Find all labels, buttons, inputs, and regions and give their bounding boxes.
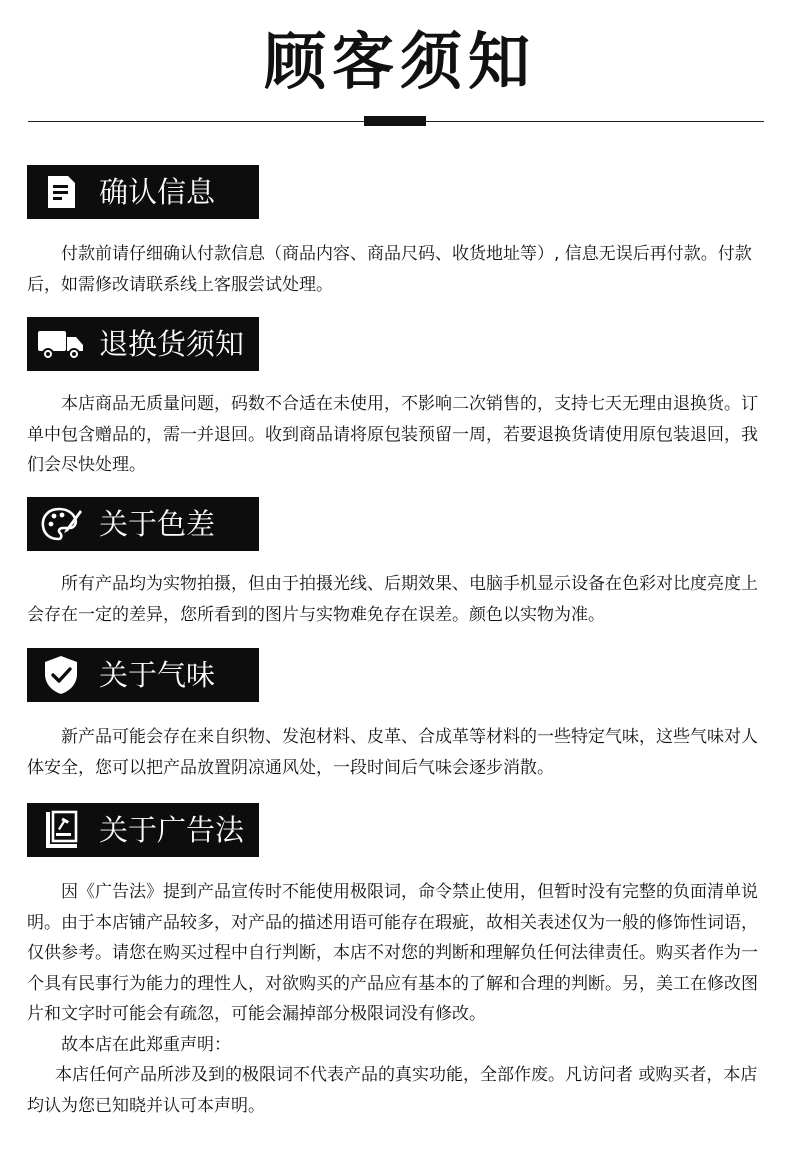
statement-intro: 故本店在此郑重声明：: [61, 1034, 231, 1055]
section-heading: 关于广告法: [99, 813, 245, 847]
law-book-icon: [33, 803, 89, 857]
section-header-returns: [27, 317, 259, 371]
section-header-confirm-info: [27, 165, 259, 219]
section-body-confirm-info: [27, 239, 769, 300]
paragraph: 新产品可能会存在来自织物、发泡材料、皮革、合成革等材料的一些特定气味，这些气味对人体安全，您可以把产品放置阴凉通风处，一段时间后气味会逐步消散。: [27, 727, 758, 778]
section-header-color-difference: [27, 497, 259, 551]
section-header-odor: [27, 648, 259, 702]
paragraph: 因《广告法》提到产品宣传时不能使用极限词，命令禁止使用，但暂时没有完整的负面清单说明。由于本店铺产品较多，对产品的描述用语可能存在瑕疵，故相关表述仅为一般的修饰性词语，仅供参考。请您在购买过程中自行判断，本店不对您的判断和理解负任何法律责任。购买者作为一个具有民事行为能力的理性人，对欲购买的产品应有基本的了解和合理的判断。另，美工在修改图片和文字时可能会有疏忽，可能会漏掉部分极限词没有修改。: [27, 882, 758, 1024]
section-header-ad-law: [27, 803, 259, 857]
truck-icon: [33, 317, 89, 371]
document-icon: [33, 165, 89, 219]
statement: 本店任何产品所涉及到的极限词不代表产品的真实功能，全部作废。凡访问者 或购买者，本店均认为您已知晓并认可本声明。: [27, 1065, 758, 1116]
section-body-odor: [27, 722, 769, 783]
section-body-ad-law: [27, 877, 769, 1121]
section-body-color-difference: [27, 569, 769, 630]
shield-check-icon: [33, 648, 89, 702]
paragraph: 本店商品无质量问题，码数不合适在未使用，不影响二次销售的，支持七天无理由退换货。订单中包含赠品的，需一并退回。收到商品请将原包装预留一周，若要退换货请使用原包装退回，我们会尽快处理。: [27, 394, 758, 475]
section-heading: 关于气味: [99, 658, 216, 692]
section-body-returns: [27, 389, 769, 481]
section-heading: 退换货须知: [99, 327, 245, 361]
paragraph: 付款前请仔细确认付款信息（商品内容、商品尺码、收货地址等）, 信息无误后再付款。付款后，如需修改请联系线上客服尝试处理。: [27, 244, 752, 295]
section-heading: 关于色差: [99, 507, 216, 541]
page-title: 顾客须知: [263, 25, 536, 98]
palette-icon: [33, 497, 89, 551]
title-divider-accent: [364, 116, 426, 126]
section-heading: 确认信息: [99, 175, 216, 209]
paragraph: 所有产品均为实物拍摄，但由于拍摄光线、后期效果、电脑手机显示设备在色彩对比度亮度上会存在一定的差异，您所看到的图片与实物难免存在误差。颜色以实物为准。: [27, 574, 758, 625]
